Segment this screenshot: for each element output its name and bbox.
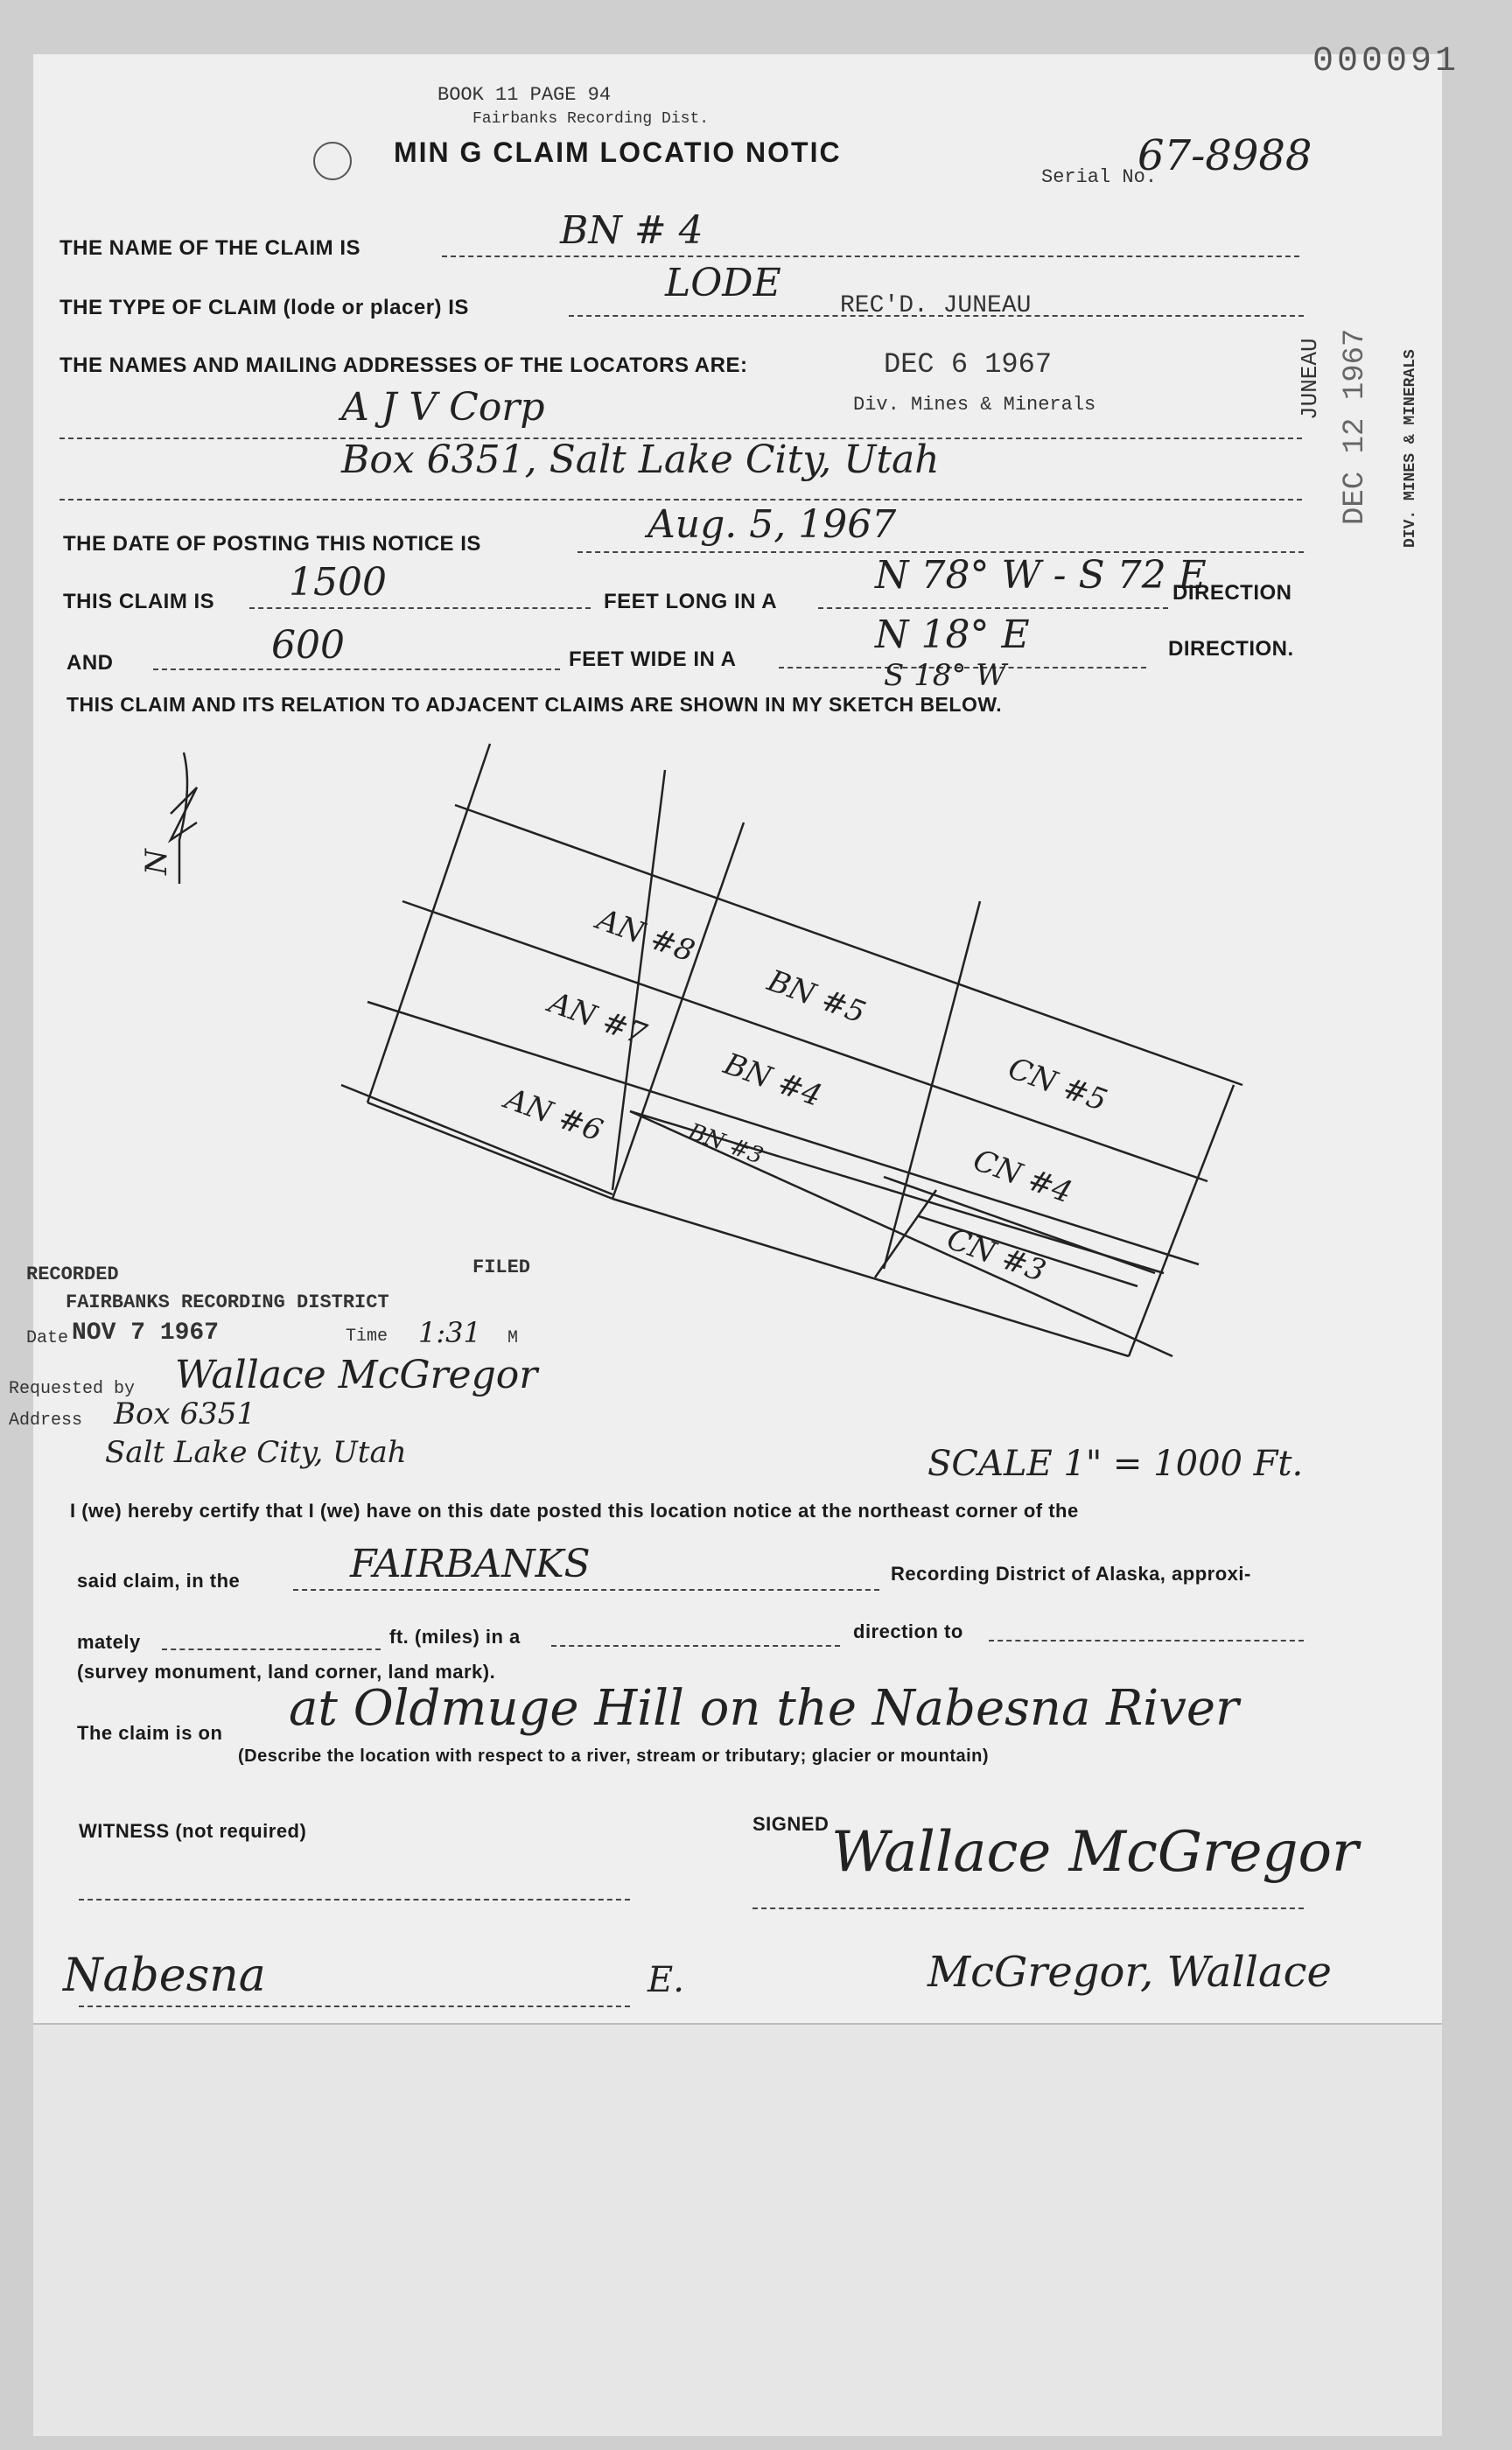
requested-label: Requested by [9, 1379, 136, 1399]
side-stamp-juneau: JUNEAU [1297, 338, 1323, 420]
sketch-claim-bn5: BN #5 [762, 962, 871, 1032]
relation-label: THIS CLAIM AND ITS RELATION TO ADJACENT CLAIMS ARE SHOWN IN MY SKETCH BELOW. [66, 693, 1003, 716]
signature: Wallace McGregor [831, 1820, 1359, 1885]
direction-label-2: DIRECTION. [1168, 637, 1294, 661]
time-stamp-value: 1:31 [418, 1316, 481, 1349]
div-mines-stamp: Div. Mines & Minerals [853, 394, 1096, 416]
certify-ft-miles: ft. (miles) in a [389, 1626, 521, 1648]
certify-said-claim: said claim, in the [77, 1570, 241, 1592]
wide-label-a: AND [66, 651, 114, 675]
claim-on-value: at Oldmuge Hill on the Nabesna River [289, 1680, 1239, 1737]
address-label: Address [9, 1410, 83, 1431]
filed-stamp: FILED [472, 1256, 531, 1278]
certify-line-1: I (we) hereby certify that I (we) have on this date posted this location notice at the northeast corner of the [70, 1500, 1079, 1522]
stamp-number: 000091 [1312, 42, 1460, 81]
sketch-claim-bn4: BN #4 [718, 1046, 827, 1115]
bottom-left-note: Nabesna [63, 1950, 266, 2002]
signed-label: SIGNED [752, 1813, 830, 1835]
time-stamp-label: Time [346, 1326, 388, 1347]
sketch-claim-cn5: CN #5 [1003, 1050, 1112, 1119]
date-stamp-value: NOV 7 1967 [72, 1320, 220, 1347]
landmark-line [989, 1640, 1304, 1642]
locators-name: A J V Corp [341, 385, 545, 430]
sketch-north-label: N [139, 849, 174, 875]
bottom-right-note: McGregor, Wallace [928, 1948, 1332, 1997]
sketch-scale: SCALE 1" = 1000 Ft. [928, 1444, 1304, 1484]
recorded-stamp: RECORDED [26, 1264, 119, 1285]
recording-district-stamp: FAIRBANKS RECORDING DISTRICT [66, 1292, 389, 1313]
sketch-claim-an8: AN #8 [592, 901, 699, 970]
wide-direction-2: S 18° W [884, 658, 1007, 693]
wide-label-b: FEET WIDE IN A [569, 648, 737, 671]
side-stamp-date: DEC 12 1967 [1339, 328, 1372, 525]
certify-district-value: FAIRBANKS [350, 1542, 591, 1586]
address-value: Box 6351 [114, 1396, 256, 1432]
locators-address: Box 6351, Salt Lake City, Utah [341, 438, 940, 482]
distance-line [162, 1648, 381, 1650]
posting-label: THE DATE OF POSTING THIS NOTICE IS [63, 532, 481, 556]
type-label: THE TYPE OF CLAIM (lode or placer) IS [60, 296, 469, 319]
sketch-claim-an6: AN #6 [500, 1081, 607, 1149]
sketch-claim-an7: AN #7 [543, 984, 651, 1053]
long-direction: N 78° W - S 72 E [875, 553, 1207, 598]
side-stamp-div: DIV. MINES & MINERALS [1402, 349, 1419, 548]
bottom-mid-note: E. [648, 1960, 684, 2000]
wide-value: 600 [271, 623, 345, 668]
sketch-claim-cn4: CN #4 [968, 1142, 1077, 1211]
wide-direction: N 18° E [875, 612, 1030, 657]
claim-on-label: The claim is on [77, 1722, 223, 1744]
certify-landmark-note: (survey monument, land corner, land mark). [77, 1661, 496, 1683]
locators-label: THE NAMES AND MAILING ADDRESSES OF THE LOCATORS ARE: [60, 354, 748, 377]
recd-stamp: REC'D. JUNEAU [840, 292, 1032, 319]
witness-line-1 [79, 1899, 630, 1900]
certify-direction-to: direction to [853, 1620, 963, 1642]
serial-number: 67-8988 [1138, 131, 1312, 180]
sketch-claim-cn3: CN #3 [942, 1221, 1051, 1290]
sketch-claim-bn3: BN #3 [684, 1118, 766, 1170]
witness-label: WITNESS (not required) [79, 1820, 307, 1842]
locators-date-stamp: DEC 6 1967 [884, 348, 1053, 381]
address-value-2: Salt Lake City, Utah [105, 1435, 407, 1470]
district-line [293, 1589, 879, 1591]
certify-recording-district: Recording District of Alaska, approxi- [891, 1563, 1251, 1585]
witness-line-2 [79, 2006, 630, 2007]
book-page: BOOK 11 PAGE 94 [438, 84, 612, 106]
long-label-a: THIS CLAIM IS [63, 590, 215, 613]
time-suffix: M [508, 1328, 519, 1348]
page-title: MIN G CLAIM LOCATIO NOTIC [394, 136, 842, 168]
serial-label: Serial No. [1041, 166, 1158, 188]
recording-district-header: Fairbanks Recording Dist. [472, 110, 710, 128]
date-stamp-label: Date [26, 1328, 69, 1348]
long-label-b: FEET LONG IN A [604, 590, 778, 613]
signed-line-1 [752, 1908, 1304, 1909]
describe-note: (Describe the location with respect to a river, stream or tributary; glacier or mountain) [238, 1746, 990, 1766]
certify-mately: mately [77, 1631, 141, 1653]
name-label: THE NAME OF THE CLAIM IS [60, 236, 360, 260]
requested-value: Wallace McGregor [175, 1353, 538, 1397]
long-value: 1500 [289, 560, 387, 605]
direction-label: DIRECTION [1172, 581, 1292, 605]
name-value: BN # 4 [560, 208, 704, 253]
posting-value: Aug. 5, 1967 [648, 502, 897, 547]
type-value: LODE [665, 261, 781, 305]
direction-line [551, 1645, 840, 1647]
